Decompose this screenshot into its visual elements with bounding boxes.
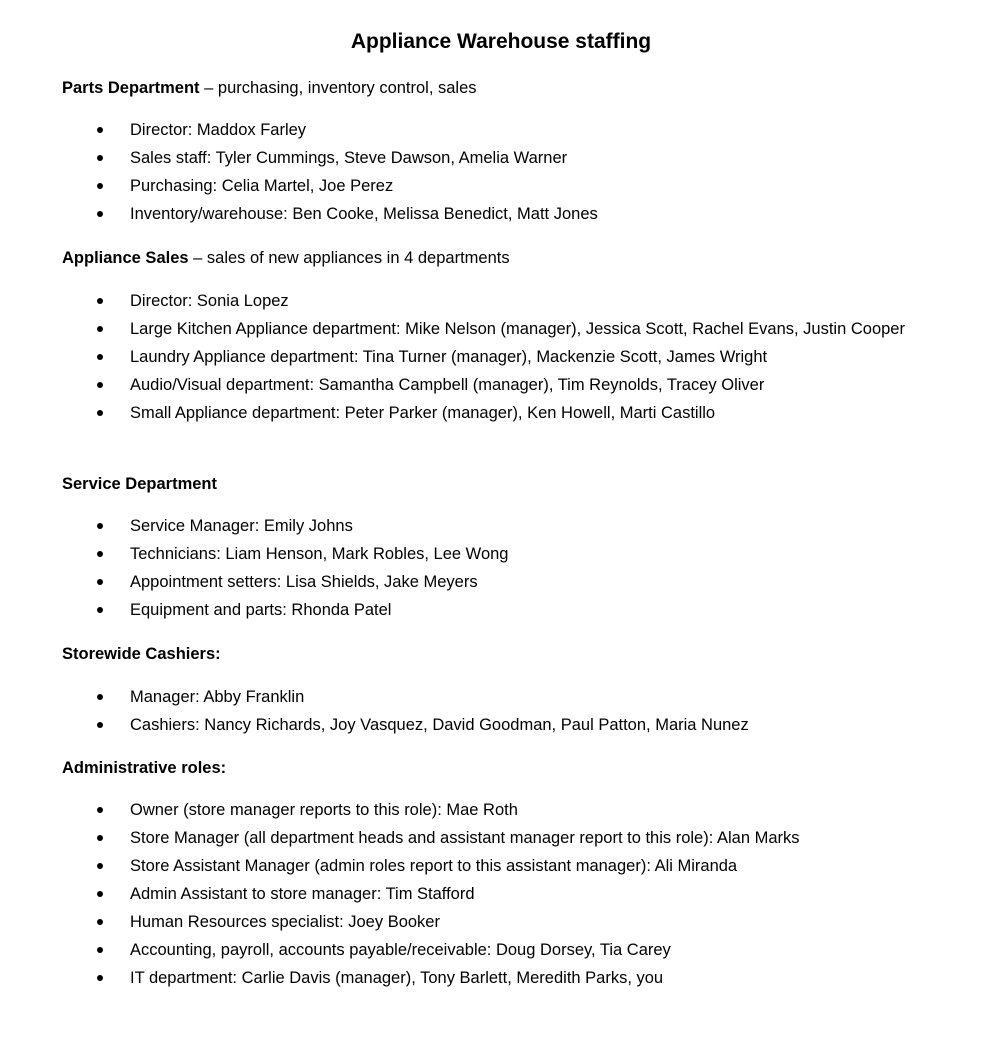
appliance-sales-staff-list <box>0 287 994 427</box>
list-item-text: Accounting, payroll, accounts payable/receivable: Doug Dorsey, Tia Carey <box>130 941 671 959</box>
list-item-text: Owner (store manager reports to this role): Mae Roth <box>130 801 518 819</box>
bullet-icon <box>97 183 103 189</box>
list-item <box>0 399 994 427</box>
bullet-icon <box>97 919 103 925</box>
bullet-icon <box>97 835 103 841</box>
list-item-text: Purchasing: Celia Martel, Joe Perez <box>130 177 394 195</box>
list-item-text: Audio/Visual department: Samantha Campbell (manager), Tim Reynolds, Tracey Oliver <box>130 376 765 394</box>
list-item-text: IT department: Carlie Davis (manager), Tony Barlett, Meredith Parks, you <box>130 969 664 987</box>
list-item-text: Equipment and parts: Rhonda Patel <box>130 601 392 619</box>
list-item <box>0 116 994 144</box>
section-heading-label: Appliance Sales <box>62 249 189 267</box>
list-item <box>0 568 994 596</box>
document-title: Appliance Warehouse staffing <box>350 30 652 53</box>
list-item-text: Cashiers: Nancy Richards, Joy Vasquez, David Goodman, Paul Patton, Maria Nunez <box>130 716 749 734</box>
section-heading-cashiers <box>62 643 221 665</box>
list-item <box>0 596 994 624</box>
list-item <box>0 287 994 315</box>
administrative-staff-list <box>0 796 994 992</box>
bullet-icon <box>97 947 103 953</box>
parts-staff-list <box>0 116 994 228</box>
list-item-text: Laundry Appliance department: Tina Turner (manager), Mackenzie Scott, James Wright <box>130 348 768 366</box>
list-item-text: Large Kitchen Appliance department: Mike Nelson (manager), Jessica Scott, Rachel Evans, Justin Cooper <box>130 320 905 338</box>
list-item-text: Admin Assistant to store manager: Tim Stafford <box>130 885 475 903</box>
bullet-icon <box>97 551 103 557</box>
cashiers-staff-list <box>0 683 994 739</box>
section-heading-administrative <box>62 757 226 779</box>
section-heading-appliance-sales <box>62 247 510 269</box>
list-item-text: Inventory/warehouse: Ben Cooke, Melissa Benedict, Matt Jones <box>130 205 598 223</box>
list-item-text: Small Appliance department: Peter Parker (manager), Ken Howell, Marti Castillo <box>130 404 716 422</box>
list-item-text: Appointment setters: Lisa Shields, Jake Meyers <box>130 573 478 591</box>
list-item-text: Manager: Abby Franklin <box>130 688 305 706</box>
bullet-icon <box>97 722 103 728</box>
list-item-text: Technicians: Liam Henson, Mark Robles, Lee Wong <box>130 545 509 563</box>
section-description: – sales of new appliances in 4 departments <box>188 249 510 267</box>
bullet-icon <box>97 382 103 388</box>
list-item <box>0 343 994 371</box>
list-item <box>0 540 994 568</box>
list-item-text: Store Manager (all department heads and assistant manager report to this role): Alan Marks <box>130 829 800 847</box>
list-item <box>0 200 994 228</box>
bullet-icon <box>97 523 103 529</box>
list-item <box>0 796 994 824</box>
section-heading-service <box>62 473 217 495</box>
list-item <box>0 512 994 540</box>
bullet-icon <box>97 155 103 161</box>
section-heading-label: Administrative roles: <box>62 759 227 777</box>
bullet-icon <box>97 211 103 217</box>
bullet-icon <box>97 975 103 981</box>
list-item <box>0 964 994 992</box>
bullet-icon <box>97 891 103 897</box>
list-item <box>0 683 994 711</box>
list-item <box>0 172 994 200</box>
list-item <box>0 908 994 936</box>
service-staff-list <box>0 512 994 624</box>
list-item <box>0 315 994 343</box>
list-item-text: Director: Sonia Lopez <box>130 292 289 310</box>
list-item-text: Store Assistant Manager (admin roles report to this assistant manager): Ali Miranda <box>130 857 738 875</box>
section-heading-label: Storewide Cashiers: <box>62 645 221 663</box>
bullet-icon <box>97 807 103 813</box>
list-item <box>0 711 994 739</box>
list-item-text: Human Resources specialist: Joey Booker <box>130 913 440 931</box>
section-description: – purchasing, inventory control, sales <box>199 79 477 97</box>
section-heading-label: Service Department <box>62 475 217 493</box>
section-heading-label: Parts Department <box>62 79 200 97</box>
bullet-icon <box>97 326 103 332</box>
bullet-icon <box>97 607 103 613</box>
bullet-icon <box>97 410 103 416</box>
list-item <box>0 936 994 964</box>
list-item <box>0 144 994 172</box>
bullet-icon <box>97 127 103 133</box>
bullet-icon <box>97 298 103 304</box>
bullet-icon <box>97 354 103 360</box>
list-item <box>0 824 994 852</box>
list-item <box>0 880 994 908</box>
bullet-icon <box>97 863 103 869</box>
section-heading-parts <box>62 77 477 99</box>
list-item-text: Service Manager: Emily Johns <box>130 517 353 535</box>
list-item <box>0 852 994 880</box>
list-item-text: Director: Maddox Farley <box>130 121 307 139</box>
bullet-icon <box>97 694 103 700</box>
bullet-icon <box>97 579 103 585</box>
list-item-text: Sales staff: Tyler Cummings, Steve Dawson, Amelia Warner <box>130 149 568 167</box>
list-item <box>0 371 994 399</box>
